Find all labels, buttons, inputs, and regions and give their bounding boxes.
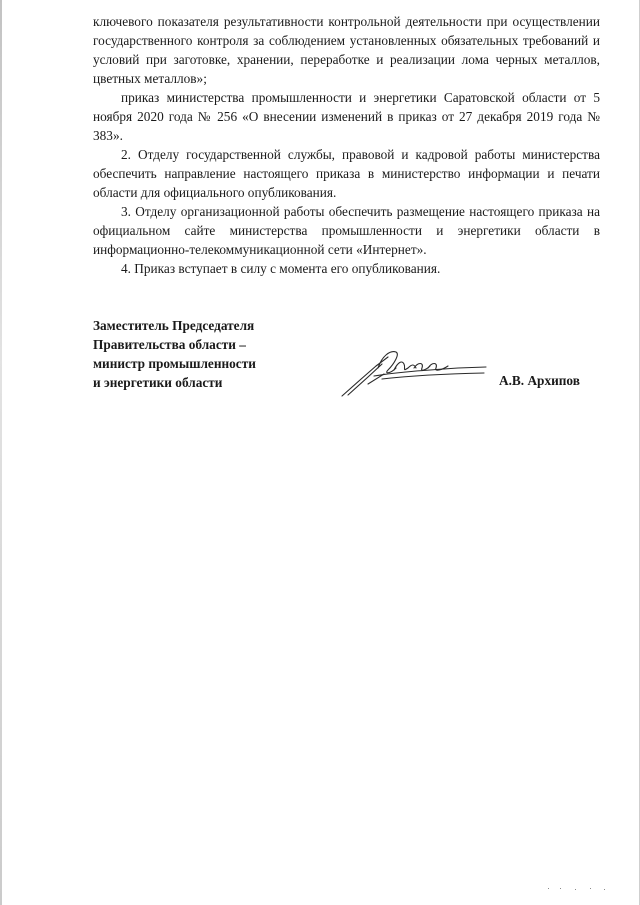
paragraph-continuation: ключевого показателя результативности контрольной деятельности при осуществлении государственного контроля за соблюдением установленных обязательных требований и условий при заготовке, хранении, переработке и реализации лома черных металлов, цветных металлов»; — [93, 14, 600, 86]
signatory-position — [93, 316, 313, 392]
scan-speck — [604, 889, 605, 890]
paragraph-item-4: 4. Приказ вступает в силу с момента его опубликования. — [121, 261, 441, 276]
paragraph-order-reference: приказ министерства промышленности и энергетики Саратовской области от 5 ноября 2020 года № 256 «О внесении изменений в приказ от 27 декабря 2019 года № 383». — [93, 90, 600, 143]
scan-speck — [560, 888, 561, 889]
signatory-position-line: министр промышленности — [93, 356, 256, 371]
signatory-position-line: и энергетики области — [93, 375, 223, 390]
scan-edge-left — [0, 0, 2, 905]
paragraph-item-2: 2. Отделу государственной службы, правовой и кадровой работы министерства обеспечить направление настоящего приказа в министерство информации и печати области для официального опубликования. — [93, 147, 600, 200]
signatory-name: А.В. Архипов — [499, 373, 580, 388]
scan-speck — [575, 889, 576, 890]
scan-speck — [548, 888, 549, 889]
signatory-position-line: Заместитель Председателя — [93, 318, 255, 333]
signatory-position-line: Правительства области – — [93, 337, 246, 352]
scan-speck — [590, 888, 591, 889]
document-body — [93, 12, 600, 278]
paragraph-item-3: 3. Отделу организационной работы обеспечить размещение настоящего приказа на официальном сайте министерства промышленности и энергетики области в информационно-телекоммуникационной сети «Интернет». — [93, 204, 600, 257]
handwritten-signature — [338, 346, 488, 398]
